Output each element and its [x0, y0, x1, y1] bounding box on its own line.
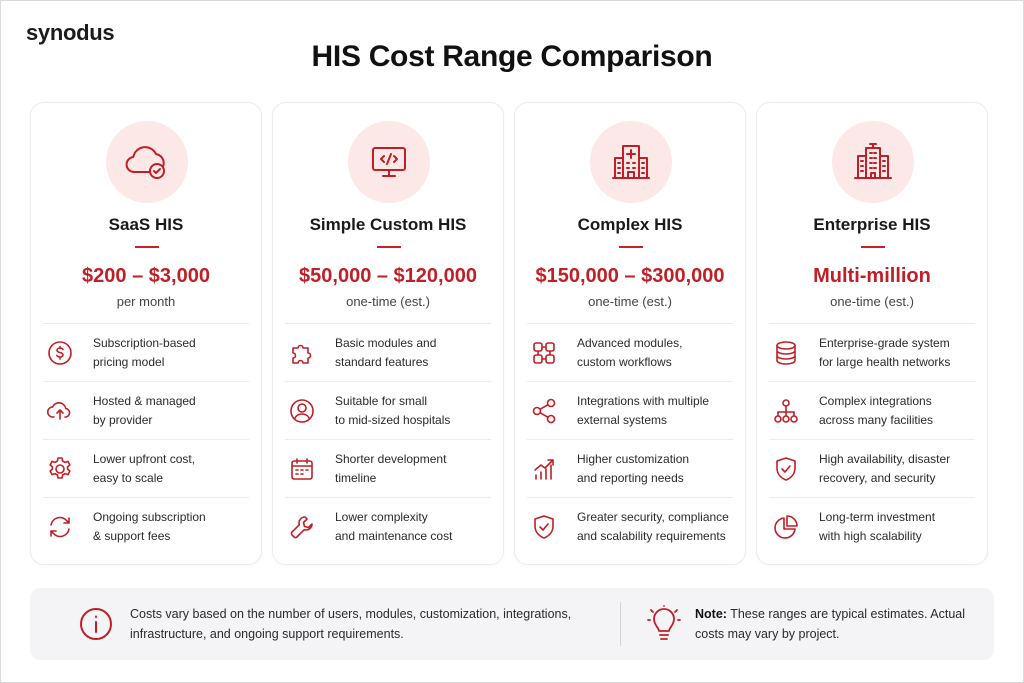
feature-text: Advanced modules, custom workflows [577, 335, 683, 369]
feature-item [285, 439, 491, 497]
feature-item [527, 497, 733, 555]
feature-list [43, 323, 249, 555]
feature-item [43, 381, 249, 439]
feature-item [527, 323, 733, 381]
feature-item [43, 323, 249, 381]
feature-text: Basic modules and standard features [335, 335, 437, 369]
calendar-icon [287, 454, 317, 484]
title-divider [619, 246, 643, 248]
page-title: HIS Cost Range Comparison [311, 40, 713, 73]
shield-check-icon [771, 454, 801, 484]
feature-text: Higher customization and reporting needs [577, 451, 690, 485]
info-icon [78, 606, 114, 642]
feature-item [769, 439, 975, 497]
pie-chart-icon [771, 512, 801, 542]
share-icon [529, 396, 559, 426]
card-enterprise-his [756, 102, 988, 565]
note-body: These ranges are typical estimates. Actual costs may vary by project. [695, 607, 966, 641]
hospital-icon [590, 121, 672, 203]
lightbulb-icon [646, 604, 682, 642]
feature-item [285, 323, 491, 381]
price-range: $50,000 – $120,000 [299, 265, 477, 287]
feature-text: Lower upfront cost, easy to scale [93, 451, 196, 485]
code-monitor-icon [348, 121, 430, 203]
footer-divider [620, 602, 621, 646]
feature-text: Greater security, compliance and scalability requirements [577, 509, 729, 543]
brand-logo: synodus [26, 20, 115, 45]
feature-item [769, 497, 975, 555]
feature-item [769, 381, 975, 439]
wrench-icon [287, 512, 317, 542]
feature-list [527, 323, 733, 555]
feature-item [527, 381, 733, 439]
feature-item [43, 439, 249, 497]
note-text [695, 604, 985, 644]
feature-item [285, 381, 491, 439]
price-period: one-time (est.) [588, 294, 672, 309]
feature-item [527, 439, 733, 497]
card-title: Enterprise HIS [813, 215, 931, 234]
card-complex-his [514, 102, 746, 565]
price-range: Multi-million [813, 265, 931, 287]
card-title: Simple Custom HIS [309, 215, 467, 234]
gear-icon [45, 454, 75, 484]
database-icon [771, 338, 801, 368]
refresh-icon [45, 512, 75, 542]
puzzle-icon [287, 338, 317, 368]
cost-disclaimer-text: Costs vary based on the number of users, modules, customization, integrations, infrastructure, and ongoing support requirements. [130, 607, 572, 641]
cost-cards [30, 102, 994, 565]
feature-item [285, 497, 491, 555]
cloud-check-icon [106, 121, 188, 203]
card-saas-his [30, 102, 262, 565]
note-label: Note: [695, 607, 727, 621]
title-divider [861, 246, 885, 248]
price-range: $200 – $3,000 [82, 265, 210, 287]
user-circle-icon [287, 396, 317, 426]
title-divider [135, 246, 159, 248]
feature-text: Complex integrations across many facilities [819, 393, 934, 427]
feature-list [285, 323, 491, 555]
feature-text: High availability, disaster recovery, and security [819, 451, 951, 485]
price-period: per month [116, 294, 176, 309]
cloud-sync-icon [45, 396, 75, 426]
feature-item [769, 323, 975, 381]
feature-list [769, 323, 975, 555]
feature-text: Suitable for small to mid-sized hospitals [335, 393, 451, 427]
dollar-circle-icon [45, 338, 75, 368]
feature-text: Ongoing subscription & support fees [93, 509, 206, 543]
title-divider [377, 246, 401, 248]
price-period: one-time (est.) [346, 294, 430, 309]
feature-text: Hosted & managed by provider [93, 393, 196, 427]
feature-text: Lower complexity and maintenance cost [335, 509, 453, 543]
shield-check-icon [529, 512, 559, 542]
price-period: one-time (est.) [830, 294, 914, 309]
org-chart-icon [771, 396, 801, 426]
feature-text: Shorter development timeline [335, 451, 447, 485]
feature-text: Subscription-based pricing model [93, 335, 196, 369]
footer-note-bar [30, 588, 994, 660]
modules-grid-icon [529, 338, 559, 368]
growth-chart-icon [529, 454, 559, 484]
card-simple-custom-his [272, 102, 504, 565]
feature-text: Integrations with multiple external systems [577, 393, 710, 427]
card-title: Complex HIS [577, 215, 683, 234]
feature-text: Enterprise-grade system for large health networks [819, 335, 951, 369]
enterprise-building-icon [832, 121, 914, 203]
card-title: SaaS HIS [108, 215, 184, 234]
feature-item [43, 497, 249, 555]
price-range: $150,000 – $300,000 [535, 265, 725, 287]
feature-text: Long-term investment with high scalability [819, 509, 936, 543]
